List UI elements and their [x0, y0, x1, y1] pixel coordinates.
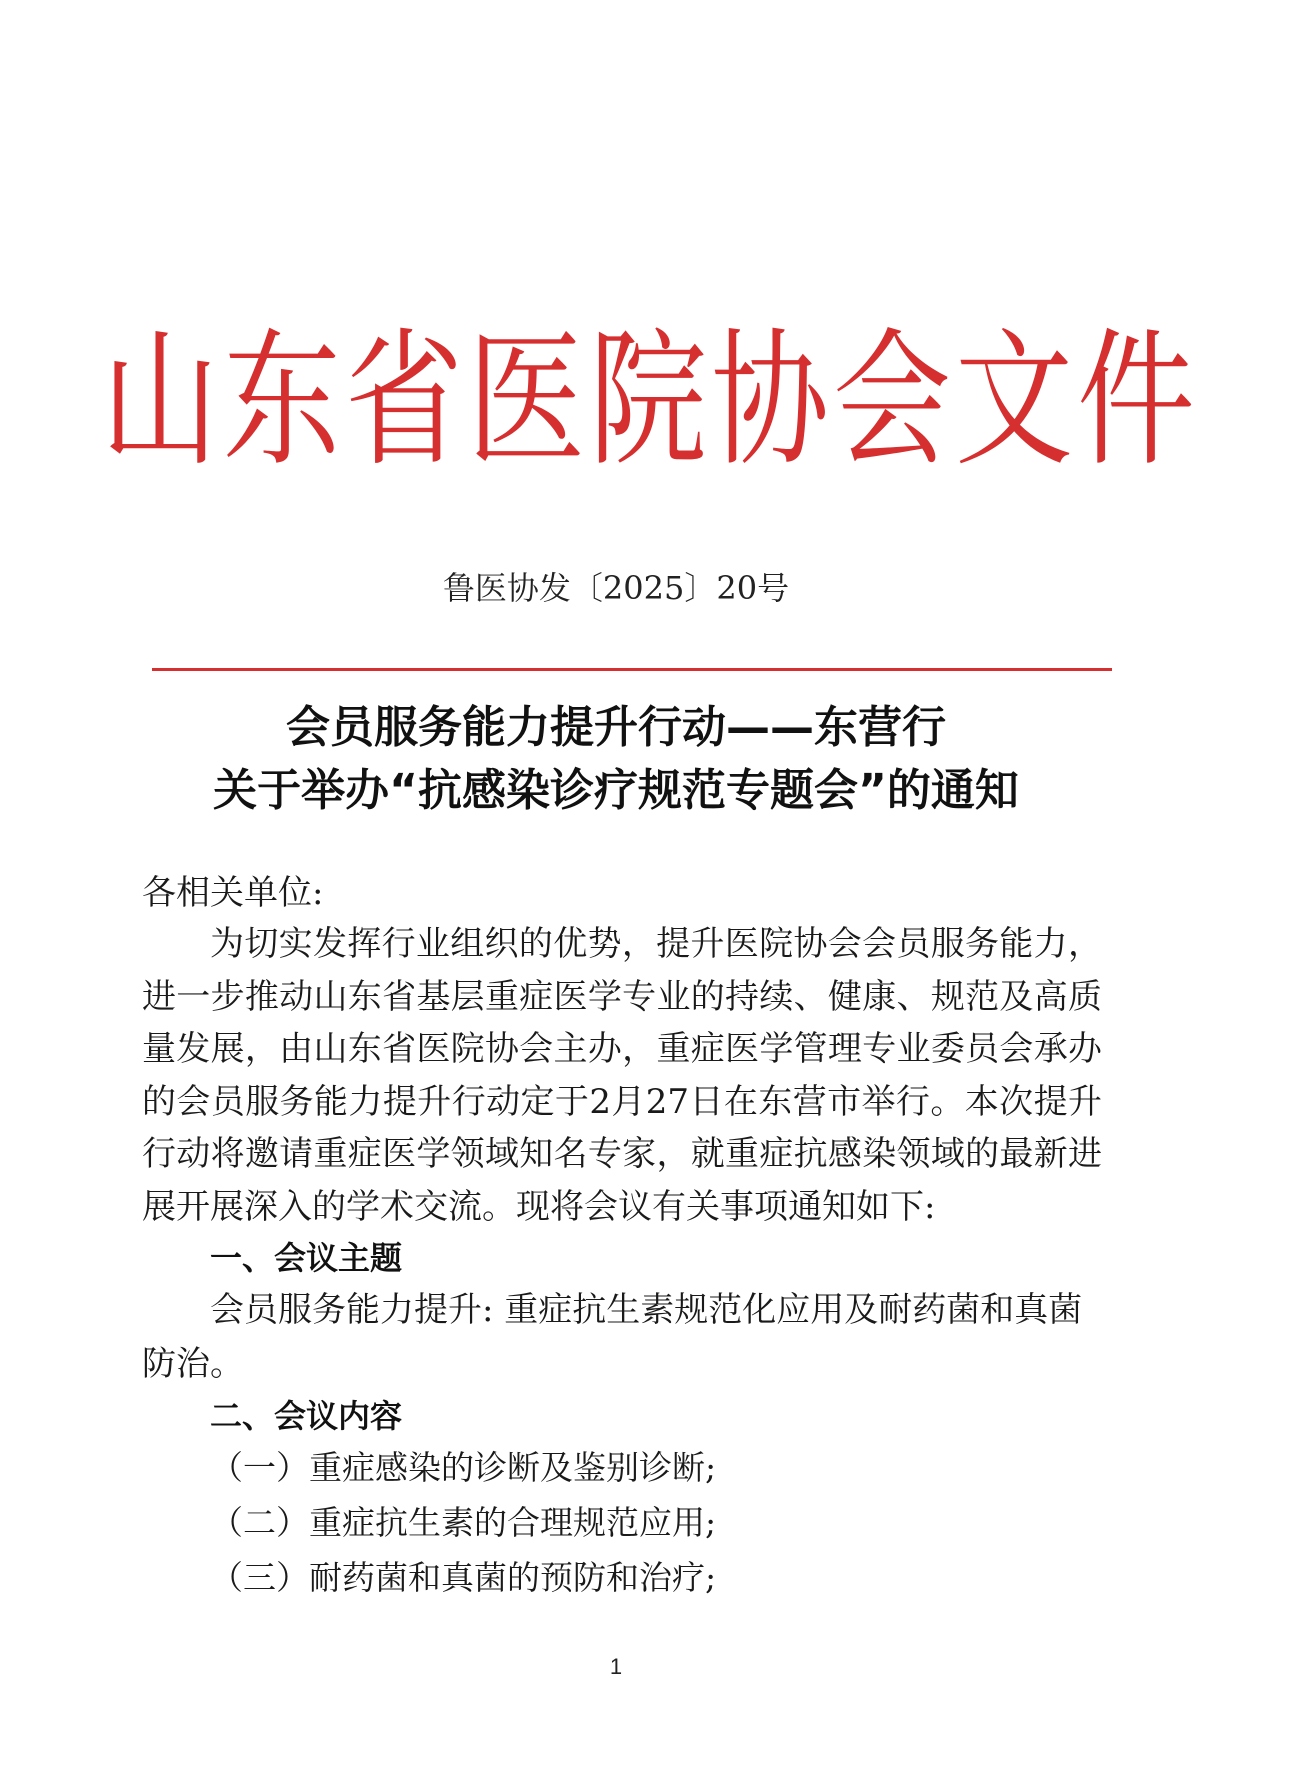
red-divider-line [152, 668, 1112, 671]
intro-paragraph: 为切实发挥行业组织的优势，提升医院协会会员服务能力，进一步推动山东省基层重症医学专业的持续、健康、规范及高质量发展，由山东省医院协会主办，重症医学管理专业委员会承办的会员服务能力提升行动定于2月27日在东营市举行。本次提升行动将邀请重症医学领域知名专家，就重症抗感染领域的最新进展开展深入的学术交流。现将会议有关事项通知如下: [142, 924, 1102, 1227]
letterhead-title: 山东省医院协会文件 [100, 313, 1199, 487]
salutation: 各相关单位: [142, 873, 324, 913]
section-2-heading: 二、会议内容 [210, 1397, 403, 1435]
section-1-text: 会员服务能力提升: 重症抗生素规范化应用及耐药菌和真菌防治。 [142, 1290, 1083, 1384]
content-item-2: （二）重症抗生素的合理规范应用; [210, 1503, 717, 1542]
section-1-heading: 一、会议主题 [210, 1239, 403, 1277]
content-item-3: （三）耐药菌和真菌的预防和治疗; [210, 1558, 717, 1597]
document-number: 鲁医协发〔2025〕20号 [442, 569, 790, 607]
page-number: 1 [609, 1654, 623, 1679]
notice-title-line-1: 会员服务能力提升行动——东营行 [286, 702, 946, 753]
notice-title-line-2: 关于举办“抗感染诊疗规范专题会”的通知 [213, 765, 1019, 816]
content-item-1: （一）重症感染的诊断及鉴别诊断; [210, 1448, 717, 1487]
